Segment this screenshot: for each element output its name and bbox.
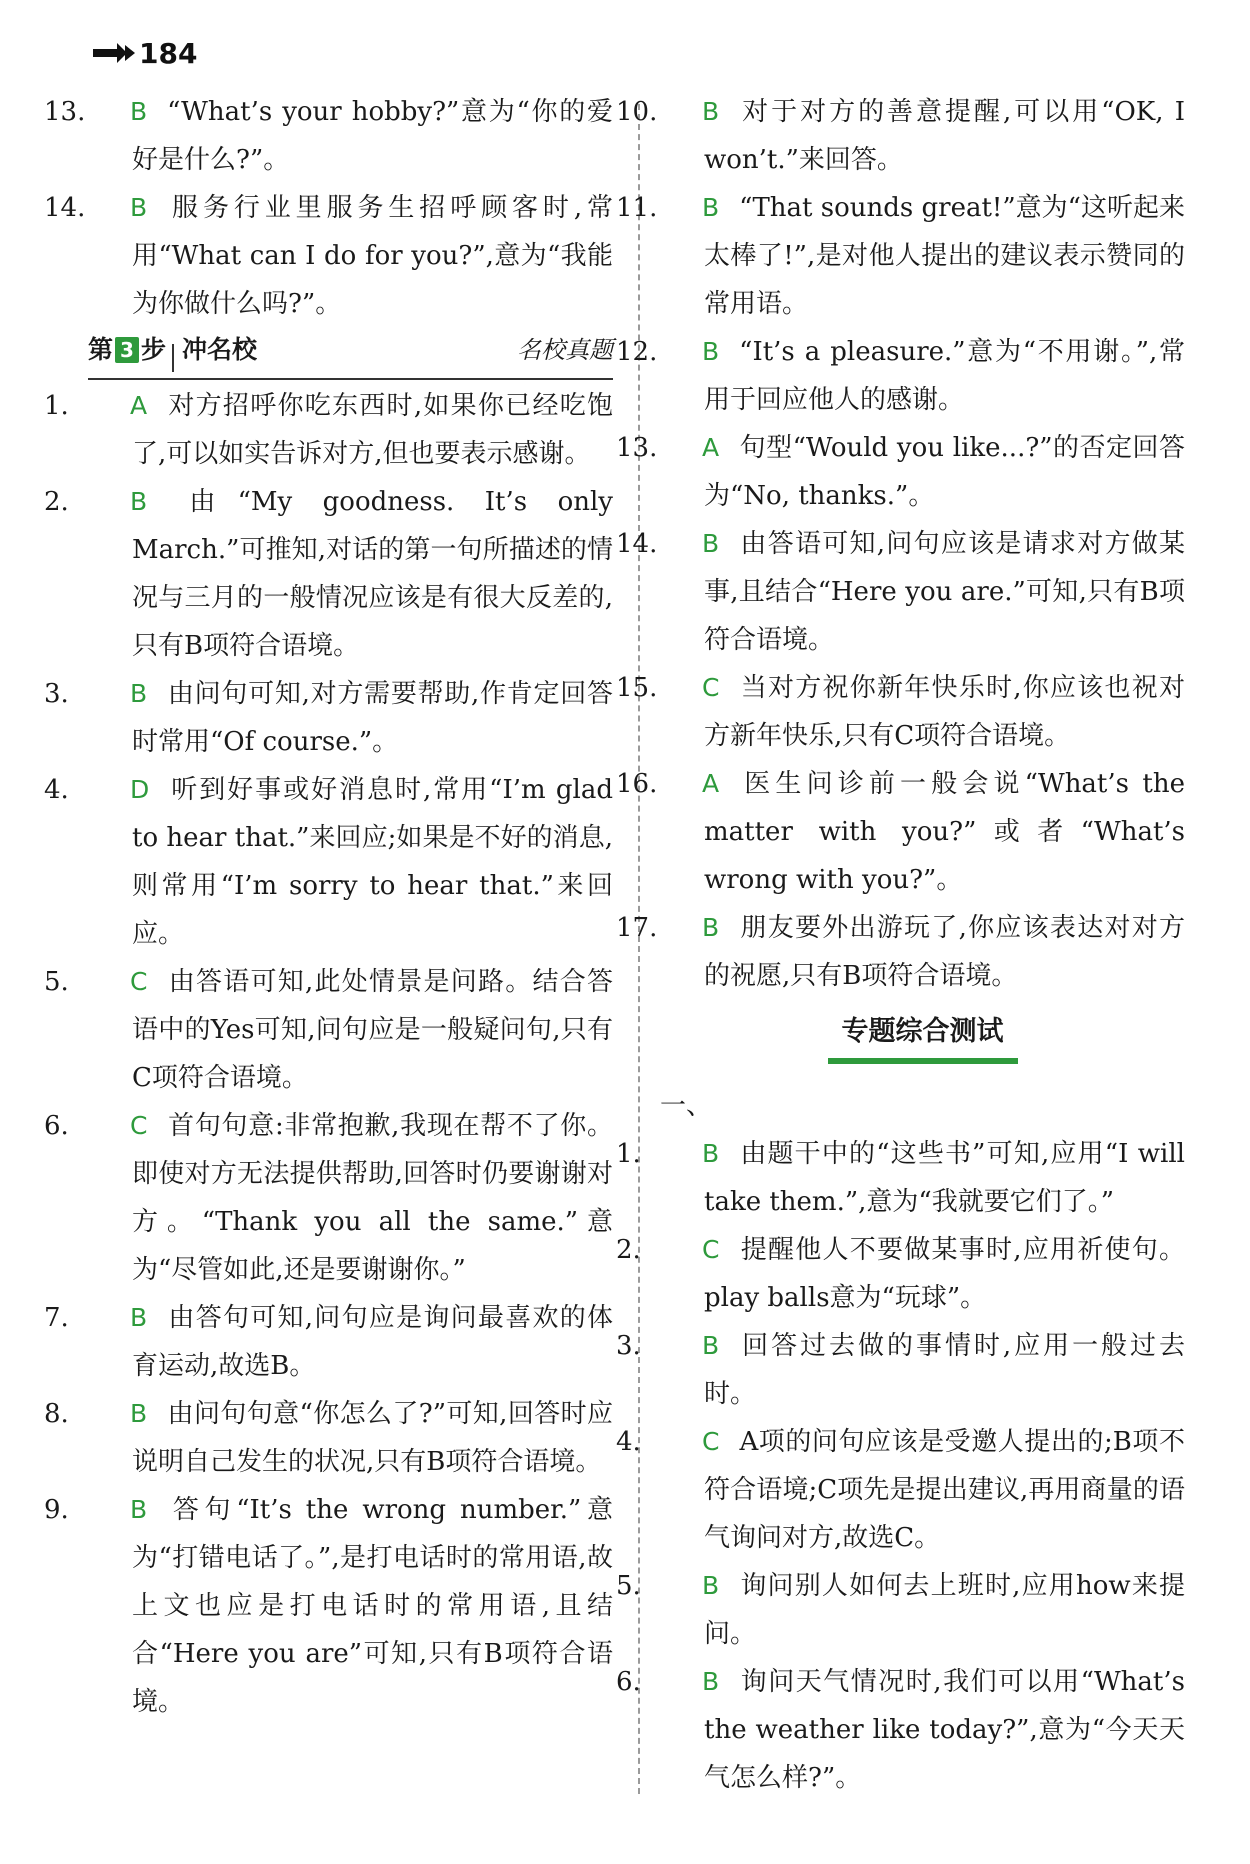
answer-letter: C [130,1111,148,1140]
answer-letter: B [702,1139,720,1168]
explanation-text: 当对方祝你新年快乐时,你应该也祝对方新年快乐,只有C项符合语境。 [704,673,1185,751]
item-number: 13. [616,433,658,463]
page-number-text: 184 [139,36,198,70]
explanation-text: 医生问诊前一般会说“What’s the matter with you?”或者“What’s wrong with you?”。 [704,769,1185,895]
test-title-text: 专题综合测试 [828,1012,1018,1064]
item-number: 5. [616,1571,641,1601]
item-number: 3. [44,679,69,709]
explanation-text: 由题干中的“这些书”可知,应用“I will take them.”,意为“我就要它们了。” [704,1139,1185,1217]
answer-item [616,1130,1185,1226]
item-number: 6. [616,1667,641,1697]
answer-letter: B [702,1331,720,1360]
item-number: 5. [44,967,69,997]
item-number: 14. [616,529,658,559]
answer-letter: A [702,433,720,462]
item-number: 2. [616,1235,641,1265]
page-number [93,34,197,72]
part-one-label: 一、 [660,1091,713,1121]
left-answers-part-a [44,88,613,328]
explanation-text: 答句“It’s the wrong number.”意为“打错电话了。”,是打电话时的常用语,故上文也应是打电话时的常用语,且结合“Here you are”可知,只有B项符合语境。 [132,1495,613,1717]
left-column [44,88,613,1726]
answer-item [44,1102,613,1294]
explanation-text: 服务行业里服务生招呼顾客时,常用“What can I do for you?”,意为“我能为你做什么吗?”。 [132,193,613,319]
item-number: 2. [44,487,69,517]
answer-item [616,88,1185,184]
answer-letter: B [702,1667,720,1696]
item-number: 3. [616,1331,641,1361]
answer-letter: A [130,391,148,420]
answer-letter: B [130,193,148,222]
answer-item [44,478,613,670]
item-number: 10. [616,97,658,127]
answer-item [44,1390,613,1486]
item-number: 11. [616,193,658,223]
answer-letter: B [130,1303,148,1332]
answer-letter: B [130,679,148,708]
item-number: 12. [616,337,658,367]
explanation-text: 首句句意:非常抱歉,我现在帮不了你。即使对方无法提供帮助,回答时仍要谢谢对方。“Thank you all the same.”意为“尽管如此,还是要谢谢你。” [132,1111,613,1285]
step-suffix: 步 [141,335,167,364]
answer-item [44,184,613,328]
answer-letter: B [130,1399,148,1428]
explanation-text: 由问句句意“你怎么了?”可知,回答时应说明自己发生的状况,只有B项符合语境。 [132,1399,613,1477]
answer-letter: C [702,1427,720,1456]
answer-letter: B [702,529,720,558]
answer-letter: C [702,673,720,702]
answer-item [616,424,1185,520]
step-prefix: 第 [88,335,114,364]
explanation-text: 由问句可知,对方需要帮助,作肯定回答时常用“Of course.”。 [132,679,613,757]
right-answers-part-a [616,88,1185,1000]
answer-item [616,328,1185,424]
answer-letter: B [702,193,720,222]
item-number: 8. [44,1399,69,1429]
answer-letter: B [702,97,720,126]
right-answers-part-b [616,1130,1185,1802]
step-label [88,326,166,378]
answer-letter: A [702,769,720,798]
item-number: 9. [44,1495,69,1525]
answer-item [616,904,1185,1000]
answer-letter: B [702,913,720,942]
explanation-text: 提醒他人不要做某事时,应用祈使句。play balls意为“玩球”。 [704,1235,1185,1313]
explanation-text: A项的问句应该是受邀人提出的;B项不符合语境;C项先是提出建议,再用商量的语气询问对方,故选C。 [704,1427,1185,1553]
explanation-text: 朋友要外出游玩了,你应该表达对对方的祝愿,只有B项符合语境。 [704,913,1185,991]
item-number: 16. [616,769,658,799]
answer-item [616,1418,1185,1562]
item-number: 17. [616,913,658,943]
answer-item [44,958,613,1102]
explanation-text: 句型“Would you like...?”的否定回答为“No, thanks.”。 [704,433,1185,511]
left-answers-part-b [44,382,613,1726]
step-number-badge: 3 [115,337,139,363]
answer-item [616,184,1185,328]
answer-item [616,1226,1185,1322]
item-number: 14. [44,193,86,223]
answer-item [44,766,613,958]
item-number: 4. [616,1427,641,1457]
explanation-text: “That sounds great!”意为“这听起来太棒了!”,是对他人提出的建议表示赞同的常用语。 [704,193,1185,319]
explanation-text: “What’s your hobby?”意为“你的爱好是什么?”。 [132,97,613,175]
explanation-text: 询问天气情况时,我们可以用“What’s the weather like today?”,意为“今天天气怎么样?”。 [704,1667,1185,1793]
answer-item [44,670,613,766]
explanation-text: 回答过去做的事情时,应用一般过去时。 [704,1331,1185,1409]
explanation-text: 对方招呼你吃东西时,如果你已经吃饱了,可以如实告诉对方,但也要表示感谢。 [132,391,613,469]
answer-item [44,1294,613,1390]
explanation-text: 询问别人如何去上班时,应用how来提问。 [704,1571,1185,1649]
answer-item [616,520,1185,664]
answer-letter: B [702,1571,720,1600]
answer-letter: B [130,487,148,516]
answer-letter: B [702,337,720,366]
answer-item [44,88,613,184]
item-number: 15. [616,673,658,703]
answer-item [44,1486,613,1726]
item-number: 1. [44,391,69,421]
answer-item [616,760,1185,904]
step-separator [172,344,174,372]
section-subtitle: 名校真题 [517,336,613,364]
answer-item [616,664,1185,760]
answer-letter: C [702,1235,720,1264]
explanation-text: “It’s a pleasure.”意为“不用谢。”,常用于回应他人的感谢。 [704,337,1185,415]
answer-item [616,1658,1185,1802]
answer-letter: D [130,775,150,804]
right-column [616,88,1185,1802]
answer-item [616,1562,1185,1658]
item-number: 13. [44,97,86,127]
answer-letter: C [130,967,148,996]
item-number: 7. [44,1303,69,1333]
answer-letter: B [130,1495,148,1524]
explanation-text: 对于对方的善意提醒,可以用“OK, I won’t.”来回答。 [704,97,1185,175]
item-number: 1. [616,1139,641,1169]
explanation-text: 听到好事或好消息时,常用“I’m glad to hear that.”来回应;如果是不好的消息,则常用“I’m sorry to hear that.”来回应。 [132,775,613,949]
section-name: 冲名校 [182,335,258,364]
answer-item [616,1322,1185,1418]
double-arrow-icon [93,43,135,63]
item-number: 4. [44,775,69,805]
test-title [660,1008,1185,1064]
explanation-text: 由答句可知,问句应是询问最喜欢的体育运动,故选B。 [132,1303,613,1381]
explanation-text: 由答语可知,问句应该是请求对方做某事,且结合“Here you are.”可知,只有B项符合语境。 [704,529,1185,655]
item-number: 6. [44,1111,69,1141]
explanation-text: 由“My goodness. It’s only March.”可推知,对话的第一句所描述的情况与三月的一般情况应该是有很大反差的,只有B项符合语境。 [132,487,613,661]
section-step3-header [88,330,613,380]
explanation-text: 由答语可知,此处情景是问路。结合答语中的Yes可知,问句应是一般疑问句,只有C项符合语境。 [132,967,613,1093]
answer-item [44,382,613,478]
answer-letter: B [130,97,148,126]
